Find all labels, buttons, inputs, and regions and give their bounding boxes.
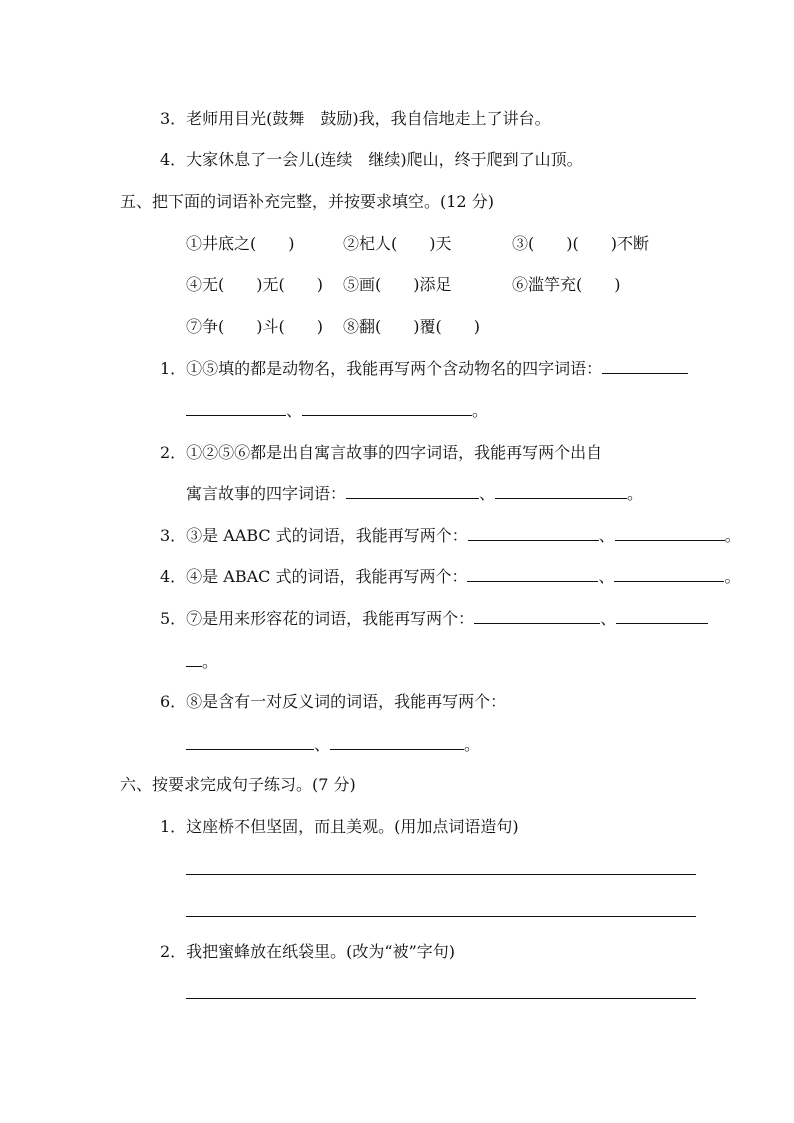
- s5-q5-text: 5．⑦是用来形容花的词语，我能再写两个：: [160, 609, 475, 628]
- separator: 、: [598, 567, 615, 586]
- s5-q5-continuation: [186, 650, 218, 674]
- period: 。: [724, 567, 741, 586]
- s5-q3-text: 3．③是 AABC 式的词语，我能再写两个：: [160, 526, 468, 545]
- idiom-6: ⑥滥竽充( ): [512, 275, 621, 294]
- s5-q1-continuation: [186, 399, 488, 423]
- s5-q4-blank-a[interactable]: [467, 565, 598, 582]
- s5-q6-continuation: [186, 733, 480, 757]
- s6-q2-answer-line[interactable]: [186, 998, 696, 999]
- s5-q4-blank-b[interactable]: [614, 565, 724, 582]
- item-4-4: 4．大家休息了一会儿(连续 继续)爬山，终于爬到了山顶。: [160, 150, 583, 169]
- s5-q1-blank-b[interactable]: [186, 399, 286, 416]
- s5-question-1: [160, 357, 688, 381]
- separator: 、: [479, 484, 496, 503]
- idiom-8: ⑧翻( )覆( ): [343, 317, 480, 336]
- separator: 、: [286, 401, 303, 420]
- idiom-5: ⑤画( )添足: [343, 275, 452, 294]
- s5-q2-blank-a[interactable]: [346, 482, 479, 499]
- s6-q1-answer-line-1[interactable]: [186, 874, 696, 875]
- s5-q2-line1: 2．①②⑤⑥都是出自寓言故事的四字词语，我能再写两个出自: [160, 443, 603, 462]
- s5-q4-text: 4．④是 ABAC 式的词语，我能再写两个：: [160, 567, 468, 586]
- s6-question-2: 2．我把蜜蜂放在纸袋里。(改为“被”字句): [160, 942, 456, 961]
- s5-q1-blank-a[interactable]: [602, 357, 688, 374]
- separator: 、: [600, 609, 617, 628]
- s5-q6-blank-a[interactable]: [186, 733, 314, 750]
- period: 。: [627, 484, 644, 503]
- period: 。: [464, 735, 481, 754]
- s5-question-2: [186, 482, 643, 506]
- idiom-2: ②杞人( )天: [343, 234, 452, 253]
- s5-q1-text: 1．①⑤填的都是动物名，我能再写两个含动物名的四字词语：: [160, 359, 603, 378]
- s5-question-6: 6．⑧是含有一对反义词的词语，我能再写两个：: [160, 692, 507, 711]
- section-6-title: 六、按要求完成句子练习。(7 分): [120, 775, 356, 794]
- period: 。: [724, 526, 741, 545]
- s5-q5-blank-c[interactable]: [186, 650, 202, 667]
- period: 。: [472, 401, 489, 420]
- separator: 、: [314, 735, 331, 754]
- s5-question-5: [160, 607, 708, 631]
- s6-q1-answer-line-2[interactable]: [186, 916, 696, 917]
- section-5-title: 五、把下面的词语补充完整，并按要求填空。(12 分): [120, 192, 494, 211]
- idiom-3: ③( )( )不断: [512, 234, 649, 253]
- separator: 、: [598, 526, 615, 545]
- s5-q3-blank-a[interactable]: [468, 524, 599, 541]
- s5-q3-blank-b[interactable]: [615, 524, 725, 541]
- idiom-4: ④无( )无( ): [186, 275, 323, 294]
- item-4-3: 3．老师用目光(鼓舞 鼓励)我，我自信地走上了讲台。: [160, 109, 551, 128]
- s5-q2-blank-b[interactable]: [495, 482, 627, 499]
- idiom-1: ①井底之( ): [186, 234, 295, 253]
- s5-q2-text: 寓言故事的四字词语：: [186, 484, 347, 503]
- s5-q5-blank-b[interactable]: [616, 607, 708, 624]
- period: 。: [202, 652, 219, 671]
- s5-q1-blank-c[interactable]: [302, 399, 472, 416]
- s5-question-3: [160, 524, 741, 548]
- idiom-7: ⑦争( )斗( ): [186, 317, 323, 336]
- s5-q6-blank-b[interactable]: [330, 733, 464, 750]
- s5-q5-blank-a[interactable]: [474, 607, 600, 624]
- s6-question-1: 1．这座桥不但坚固，而且美观。(用加点词语造句): [160, 817, 519, 836]
- s5-question-4: [160, 565, 741, 589]
